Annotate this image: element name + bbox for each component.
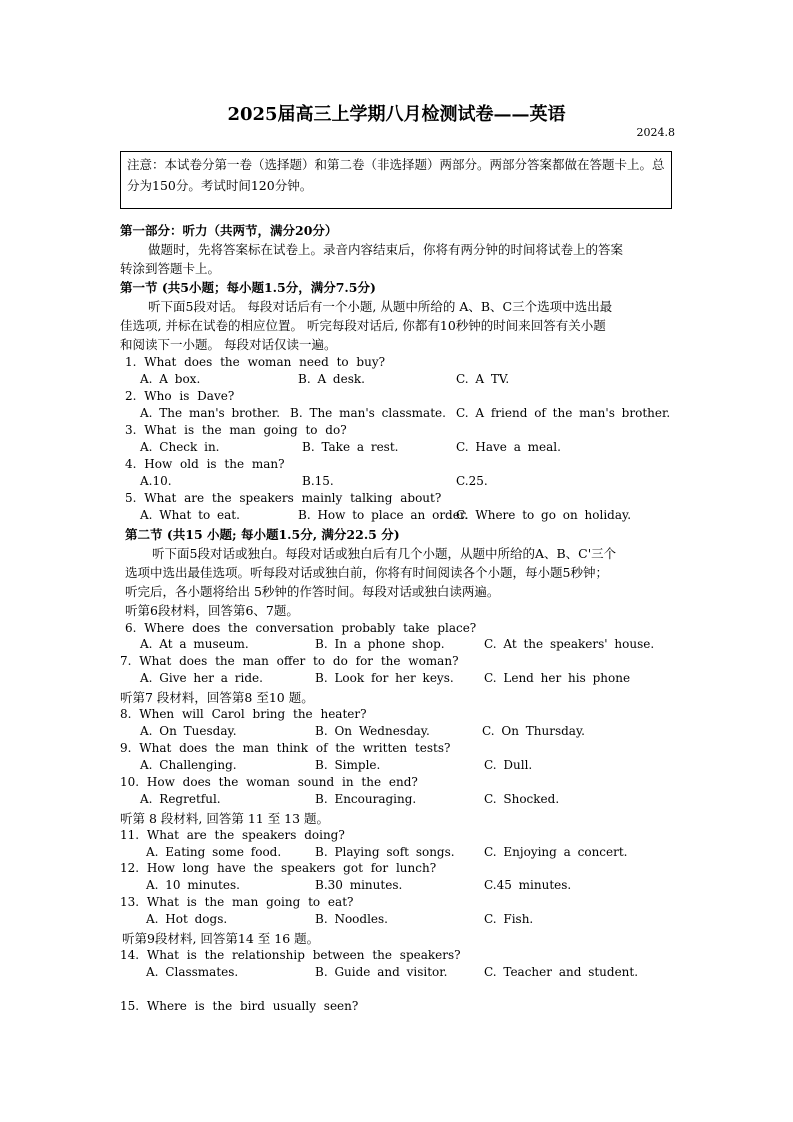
question-stem: 15. Where is the bird usually seen? [120,999,359,1013]
option-c: C. Dull. [484,758,533,772]
option-c: C. Where to go on holiday. [456,508,632,522]
option-c: C.25. [456,474,488,488]
question-stem: 6. Where does the conversation probably take place? [125,621,477,635]
option-c: C. Lend her his phone [484,671,631,685]
exam-date: 2024.8 [636,126,675,139]
option-b: B. Encouraging. [315,792,417,806]
material-7-instruction: 听第7 段材料，回答第8 至10 题。 [120,690,314,705]
question-stem: 12. How long have the speakers got for lunch? [120,861,437,875]
option-a: A. Check in. [140,440,220,454]
option-b: B. On Wednesday. [315,724,430,738]
question-stem: 1. What does the woman need to buy? [125,355,386,369]
section2-instruction-line3: 听完后，各小题将给出 5秒钟的作答时间。每段对话或独白读两遍。 [125,584,500,599]
page-title: 2025届高三上学期八月检测试卷——英语 [227,104,566,125]
option-b: B. How to place an order. [298,508,469,522]
option-a: A. Classmates. [146,965,239,979]
option-b: B.30 minutes. [315,878,403,892]
question-stem: 3. What is the man going to do? [125,423,347,437]
option-c: C. A friend of the man's brother. [456,406,671,420]
part1-instruction-line1: 做题时，先将答案标在试卷上。录音内容结束后，你将有两分钟的时间将试卷上的答案 [148,242,624,257]
option-b: B. Look for her keys. [315,671,454,685]
section1-instruction-line1: 听下面5段对话。 每段对话后有一个小题, 从题中所给的 A、B、C三个选项中选出最 [148,299,613,314]
option-a: A. A box. [140,372,201,386]
option-a: A.10. [140,474,172,488]
material-8-instruction: 听第 8 段材料, 回答第 11 至 13 题。 [120,811,330,826]
option-b: B. Playing soft songs. [315,845,455,859]
question-stem: 5. What are the speakers mainly talking about? [125,491,442,505]
part1-heading: 第一部分：听力（共两节，满分20分） [120,223,338,238]
option-b: B. Guide and visitor. [315,965,448,979]
question-stem: 2. Who is Dave? [125,389,235,403]
option-c: C. Enjoying a concert. [484,845,628,859]
material-6-instruction: 听第6段材料，回答第6、7题。 [125,603,299,618]
question-stem: 9. What does the man think of the written tests? [120,741,451,755]
option-c: C. Shocked. [484,792,560,806]
section1-heading: 第一节 (共5小题；每小题1.5分，满分7.5分) [120,280,376,295]
question-stem: 13. What is the man going to eat? [120,895,354,909]
option-c: C. On Thursday. [482,724,585,738]
question-stem: 4. How old is the man? [125,457,285,471]
section1-instruction-line3: 和阅读下一小题。 每段对话仅读一遍。 [120,337,337,352]
option-a: A. 10 minutes. [146,878,240,892]
option-c: C. Fish. [484,912,534,926]
option-b: B. Take a rest. [302,440,399,454]
option-b: B. Noodles. [315,912,388,926]
option-a: A. Eating some food. [146,845,282,859]
question-stem: 10. How does the woman sound in the end? [120,775,418,789]
part1-instruction-line2: 转涂到答题卡上。 [120,261,221,276]
question-stem: 11. What are the speakers doing? [120,828,345,842]
question-stem: 7. What does the man offer to do for the woman? [120,654,459,668]
option-c: C. At the speakers' house. [484,637,655,651]
question-stem: 14. What is the relationship between the speakers? [120,948,461,962]
option-a: A. On Tuesday. [140,724,237,738]
option-c: C. Teacher and student. [484,965,639,979]
option-a: A. Challenging. [140,758,237,772]
section2-heading: 第二节 (共15 小题; 每小题1.5分, 满分22.5 分) [125,527,400,542]
option-a: A. Regretful. [140,792,221,806]
option-b: B. In a phone shop. [315,637,445,651]
option-c: C. Have a meal. [456,440,561,454]
option-a: A. At a museum. [140,637,249,651]
question-stem: 8. When will Carol bring the heater? [120,707,367,721]
option-c: C. A TV. [456,372,510,386]
section2-instruction-line2: 选项中选出最佳选项。听每段对话或独白前，你将有时间阅读各个小题，每小题5秒钟； [125,565,608,580]
material-9-instruction: 听第9段材料, 回答第14 至 16 题。 [122,931,320,946]
option-a: A. Hot dogs. [146,912,228,926]
section1-instruction-line2: 佳选项, 并标在试卷的相应位置。 听完每段对话后, 你都有10秒钟的时间来回答有关小题 [120,318,606,333]
section2-instruction-line1: 听下面5段对话或独白。每段对话或独白后有几个小题，从题中所给的A、B、C'三个 [152,546,617,561]
option-b: B. The man's classmate. [290,406,446,420]
option-a: A. What to eat. [140,508,240,522]
option-a: A. The man's brother. [140,406,281,420]
option-b: B.15. [302,474,334,488]
option-b: B. Simple. [315,758,381,772]
option-c: C.45 minutes. [484,878,572,892]
option-b: B. A desk. [298,372,365,386]
notice-box: 注意：本试卷分第一卷（选择题）和第二卷（非选择题）两部分。两部分答案都做在答题卡上。总分为150分。考试时间120分钟。 [120,151,672,209]
option-a: A. Give her a ride. [140,671,263,685]
